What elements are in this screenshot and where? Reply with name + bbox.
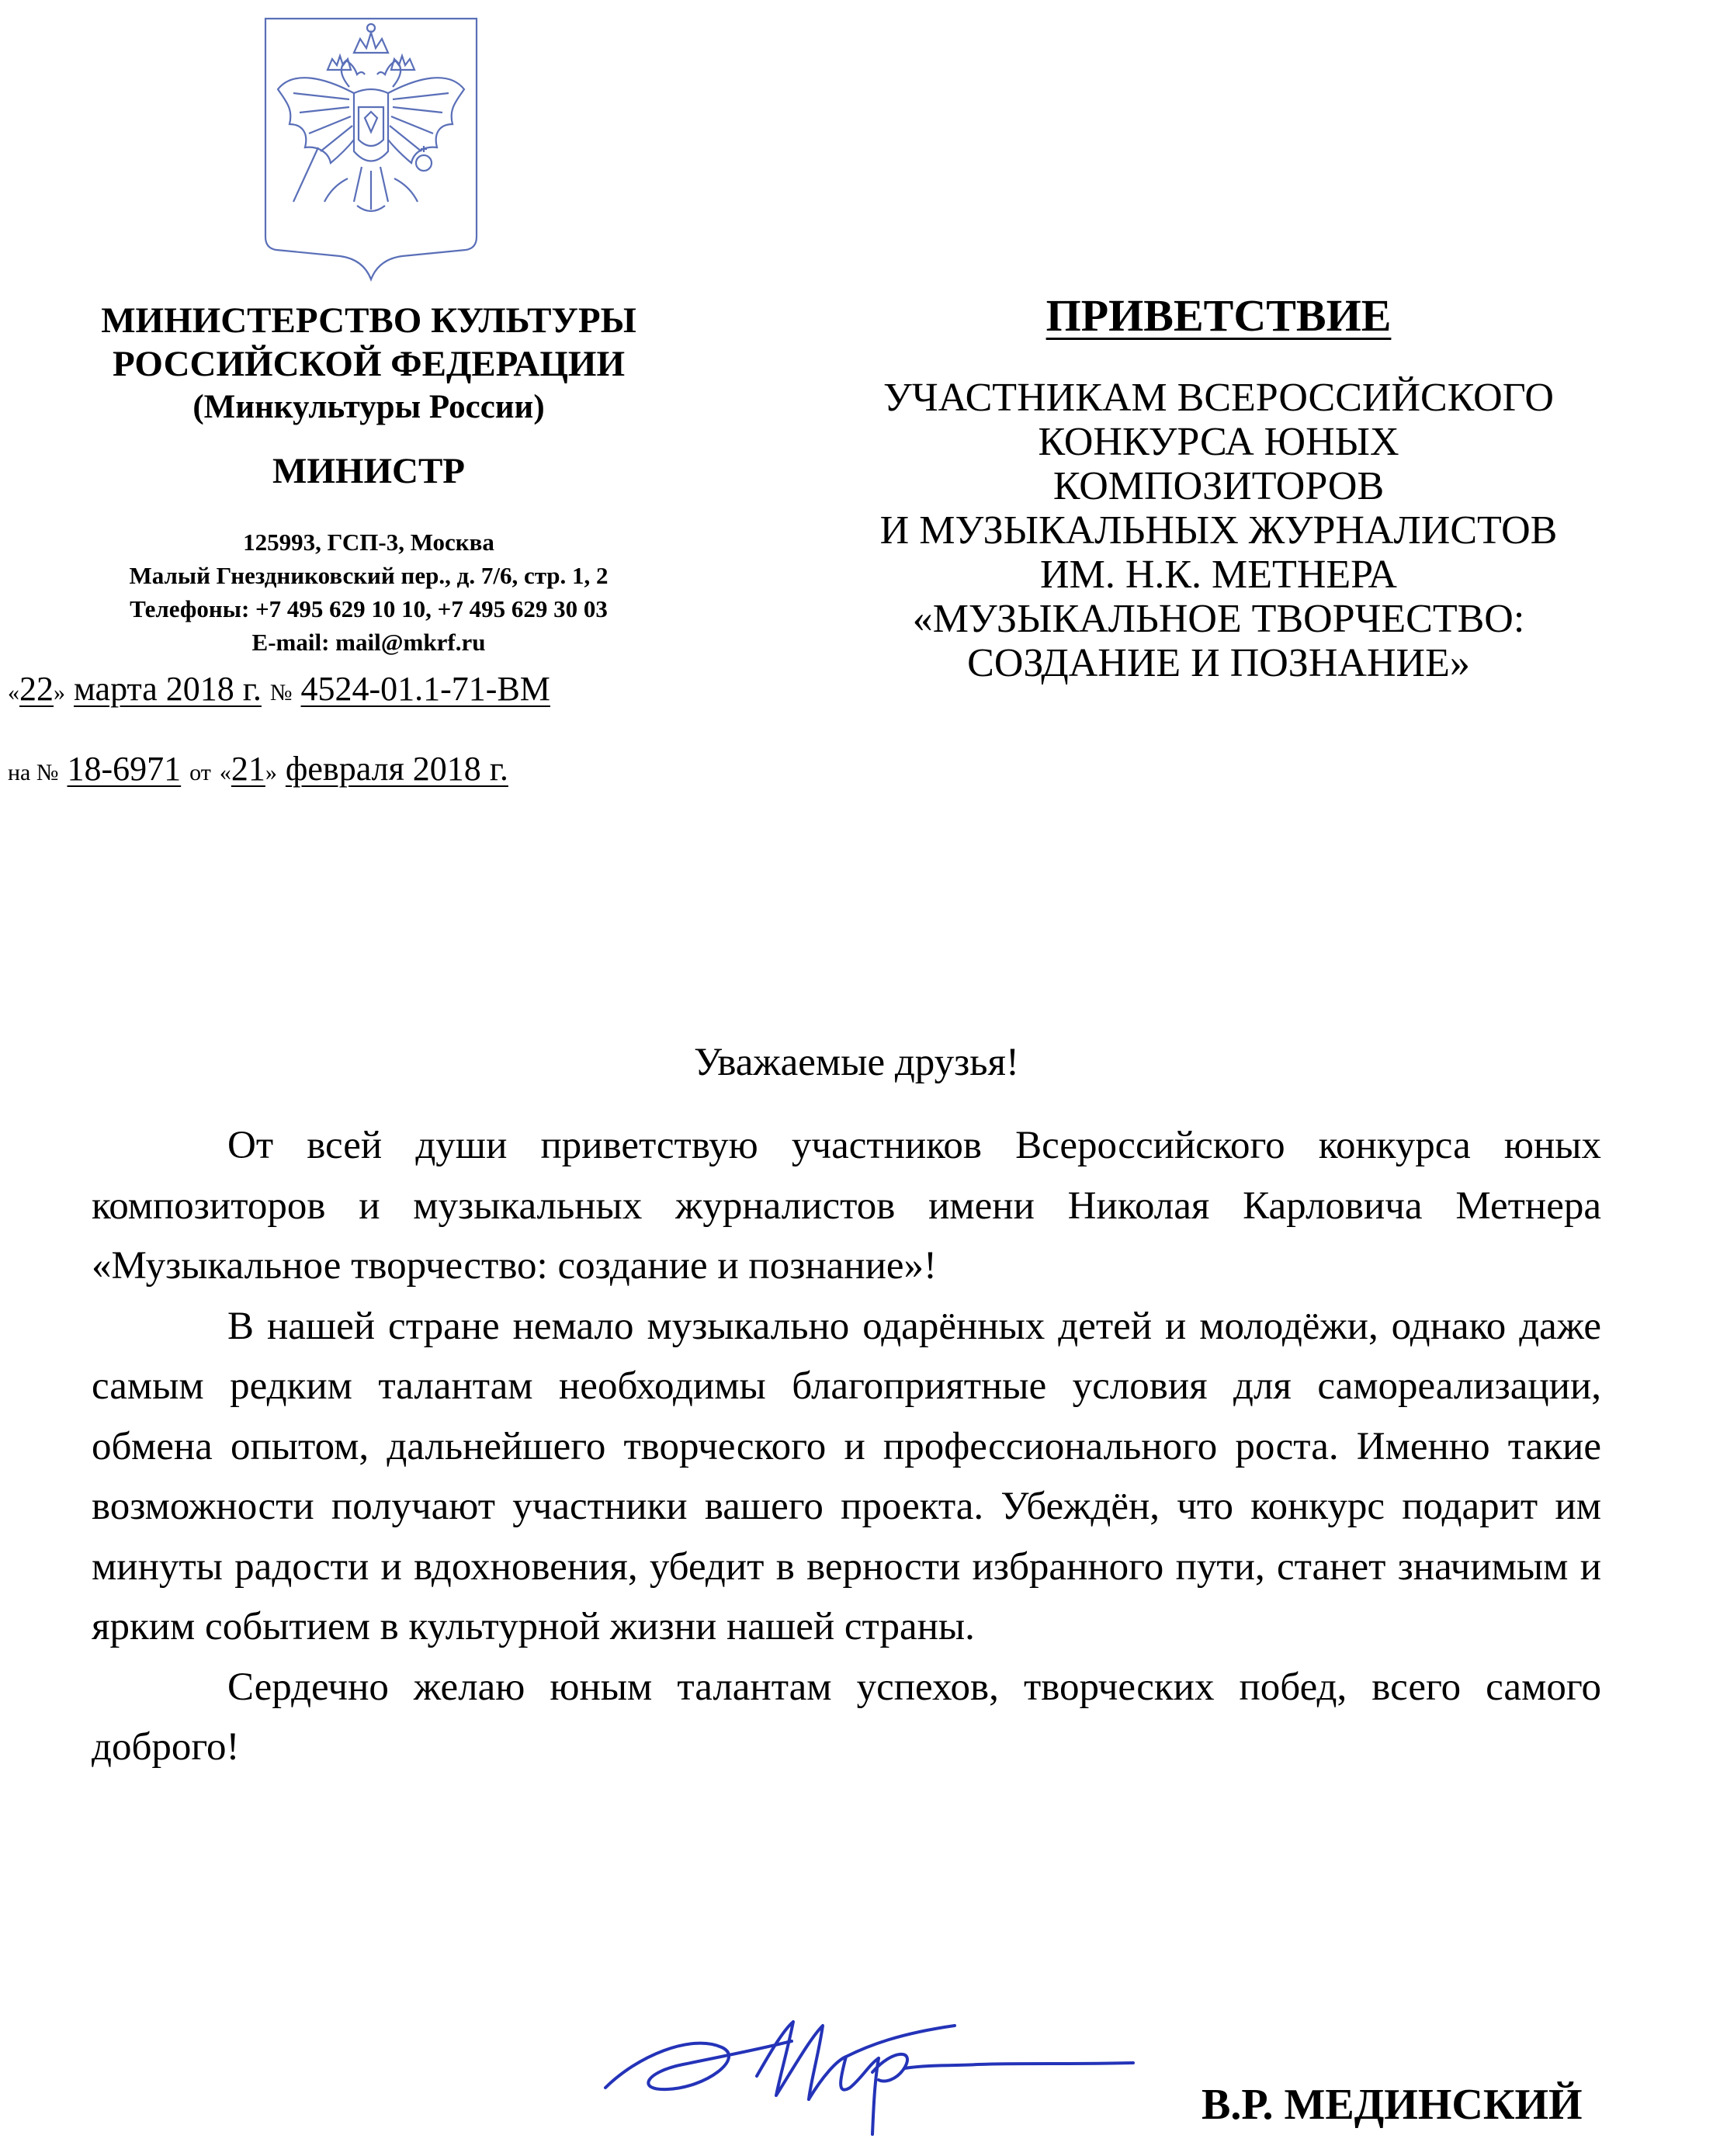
position-title: МИНИСТР [272, 451, 466, 491]
addressee-line: КОМПОЗИТОРОВ [1052, 464, 1385, 508]
addressee-line: КОНКУРСА ЮНЫХ [1038, 420, 1399, 464]
quote-close: » [54, 680, 65, 705]
in-reply-day: 21 [231, 750, 265, 788]
addressee-line: ИМ. Н.К. МЕТНЕРА [1040, 553, 1397, 597]
ref-number: 4524-01.1-71-ВМ [300, 670, 550, 708]
ref-day: 22 [19, 670, 54, 708]
org-name-line-1: МИНИСТЕРСТВО КУЛЬТУРЫ [101, 300, 636, 341]
greeting-header [807, 287, 1630, 685]
in-reply-number: 18-6971 [67, 750, 182, 788]
phone-line: Телефоны: +7 495 629 10 10, +7 495 629 30 03 [130, 595, 608, 622]
signer-name: В.Р. МЕДИНСКИЙ [1202, 2081, 1583, 2129]
addressee-line: И МУЗЫКАЛЬНЫХ ЖУРНАЛИСТОВ [879, 508, 1558, 553]
addressee-line: УЧАСТНИКАМ ВСЕРОССИЙСКОГО [883, 376, 1554, 420]
address-line-2: Малый Гнездниковский пер., д. 7/6, стр. 1, 2 [129, 562, 609, 589]
outgoing-reference [8, 669, 550, 709]
greeting-title: ПРИВЕТСТВИЕ [1045, 290, 1392, 341]
email-line: E-mail: mail@mkrf.ru [251, 629, 486, 656]
signature-image [590, 2002, 1180, 2142]
from-word: от [189, 760, 211, 785]
ministry-header [47, 299, 691, 659]
org-name-line-2: РОССИЙСКОЙ ФЕДЕРАЦИИ [113, 344, 625, 384]
number-sign: № [269, 680, 293, 705]
org-short-name: (Минкультуры России) [192, 389, 545, 425]
letter-body [92, 1116, 1601, 1778]
coat-of-arms-icon [262, 16, 480, 283]
ref-month-year: марта 2018 г. [74, 670, 262, 708]
body-paragraph: В нашей стране немало музыкально одарённых детей и молодёжи, однако даже самым редким талантам необходимы благоприятные условия для самореализации, обмена опытом, дальнейшего творческого и профессионального роста. Именно такие возможности получают участники вашего проекта. Убеждён, что конкурс подарит им минуты радости и вдохновения, убедит в верности избранного пути, станет значимым и ярким событием в культурной жизни нашей страны. [92, 1304, 1601, 1648]
quote-open-2: « [219, 760, 231, 785]
quote-open: « [8, 680, 19, 705]
quote-close-2: » [265, 760, 277, 785]
body-paragraph: От всей души приветствую участников Всероссийского конкурса юных композиторов и музыкальных журналистов имени Николая Карловича Метнера «Музыкальное творчество: создание и познание»! [92, 1124, 1601, 1288]
incoming-reference [8, 749, 508, 789]
salutation: Уважаемые друзья! [694, 1041, 1019, 1084]
address-line-1: 125993, ГСП-3, Москва [243, 529, 494, 556]
in-reply-prefix: на № [8, 760, 59, 785]
addressee-line: СОЗДАНИЕ И ПОЗНАНИЕ» [967, 641, 1470, 685]
body-paragraph: Сердечно желаю юным талантам успехов, творческих побед, всего самого доброго! [92, 1665, 1601, 1769]
in-reply-month-year: февраля 2018 г. [285, 750, 508, 788]
addressee-line: «МУЗЫКАЛЬНОЕ ТВОРЧЕСТВО: [912, 597, 1525, 641]
